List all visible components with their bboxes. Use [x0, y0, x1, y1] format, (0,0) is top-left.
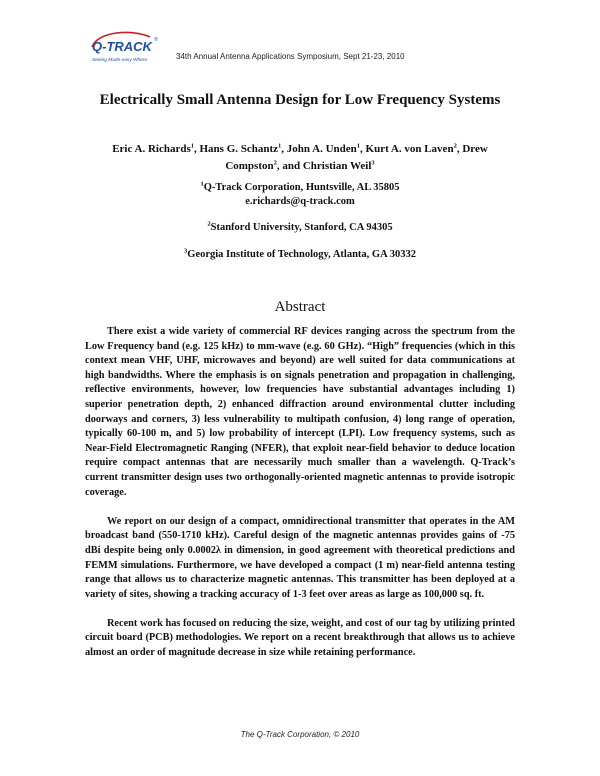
author-name: Eric A. Richards [112, 143, 191, 155]
q-track-logo [88, 27, 168, 67]
affiliation-1 [0, 181, 600, 209]
symposium-header: 34th Annual Antenna Applications Symposium, Sept 21-23, 2010 [176, 52, 405, 61]
author-affiliation-mark: 2 [273, 159, 277, 167]
affiliation-number: 3 [184, 247, 188, 255]
author-affiliation-mark: 1 [278, 142, 282, 150]
svg-text:Seeing Made easy Where: Seeing Made easy Where [92, 58, 148, 63]
affiliation-number: 1 [200, 180, 204, 188]
paper-title: Electrically Small Antenna Design for Low Frequency Systems [99, 92, 501, 108]
abstract-body [85, 325, 515, 675]
affiliation-2 [0, 221, 600, 235]
affiliation-3 [0, 248, 600, 262]
author-name: Kurt A. von Laven [365, 143, 454, 155]
author-name: Hans G. Schantz [199, 143, 279, 155]
abstract-heading: Abstract [274, 299, 326, 315]
affiliation-number: 2 [207, 220, 211, 228]
author-list: Eric A. Richards$^1$, Hans G. Schantz$^1$, John A. Unden$^1$, Kurt A. von Laven$^2$, Drew Compston$^2$, and Christian Weil$^3$ [112, 142, 488, 172]
author-affiliation-mark: 3 [371, 159, 375, 167]
author-affiliation-mark: 2 [453, 142, 457, 150]
abstract-paragraph: There exist a wide variety of commercial RF devices ranging across the spectrum from the Low Frequency band (e.g. 125 kHz) to mm-wave (e.g. 60 GHz). “High” frequencies (which in this context mean VHF, UHF, microwaves and beyond) are well suited for data communications at high bandwidths. Where the emphasis is on signals penetration and propagation in challenging, reflective environments, however, low frequencies have substantial advantages including 1) superior penetration depth, 2) enhanced diffraction around environmental clutter including doorways and corners, 3) less vulnerability to multipath confusion, 4) long range of operation, typically 60-100 m, and 5) low probability of intercept (LPI). Low frequency systems, such as Near-Field Electromagnetic Ranging (NFER), that exploit near-field behavior to deduce location require compact antennas that are necessarily much smaller than a wavelength. Q-Track’s current transmitter design uses two orthogonally-oriented magnetic antennas to provide isotropic coverage. [85, 326, 515, 498]
author-affiliation-mark: 1 [356, 142, 361, 150]
author-email: e.richards@q-track.com [245, 196, 355, 207]
abstract-paragraph: We report on our design of a compact, omnidirectional transmitter that operates in the AM broadcast band (550-1710 kHz). Careful design of the magnetic antennas provides gains of -75 dBi despite being only 0.0002λ in dimension, in good agreement with theoretical predictions and FEMM simulations. Furthermore, we have developed a compact (1 m) near-field antenna testing range that allows us to characterize magnetic antennas. This transmitter has been deployed at a variety of sites, showing a tracking accuracy of 1-3 feet over areas as large as 100,000 sq. ft. [85, 515, 515, 600]
author-affiliation-mark: 1 [190, 142, 194, 150]
abstract-paragraph: Recent work has focused on reducing the size, weight, and cost of our tag by utilizing printed circuit board (PCB) methodologies. We report on a recent breakthrough that allows us to achieve almost an order of magnitude decrease in size while retaining performance. [85, 617, 515, 659]
author-name: John A. Unden [286, 143, 357, 155]
page-footer: The Q-Track Corporation, © 2010 [240, 730, 360, 739]
author-name: Christian Weil [302, 160, 372, 172]
author-name: Drew Compston [225, 143, 488, 172]
svg-text:®: ® [154, 37, 158, 43]
svg-text:Q-TRACK: Q-TRACK [92, 39, 152, 54]
affiliation-org: Q-Track Corporation, Huntsville, AL 35805 [203, 182, 400, 193]
affiliation-org: Stanford University, Stanford, CA 94305 [210, 222, 393, 233]
affiliation-org: Georgia Institute of Technology, Atlanta, GA 30332 [187, 249, 416, 260]
